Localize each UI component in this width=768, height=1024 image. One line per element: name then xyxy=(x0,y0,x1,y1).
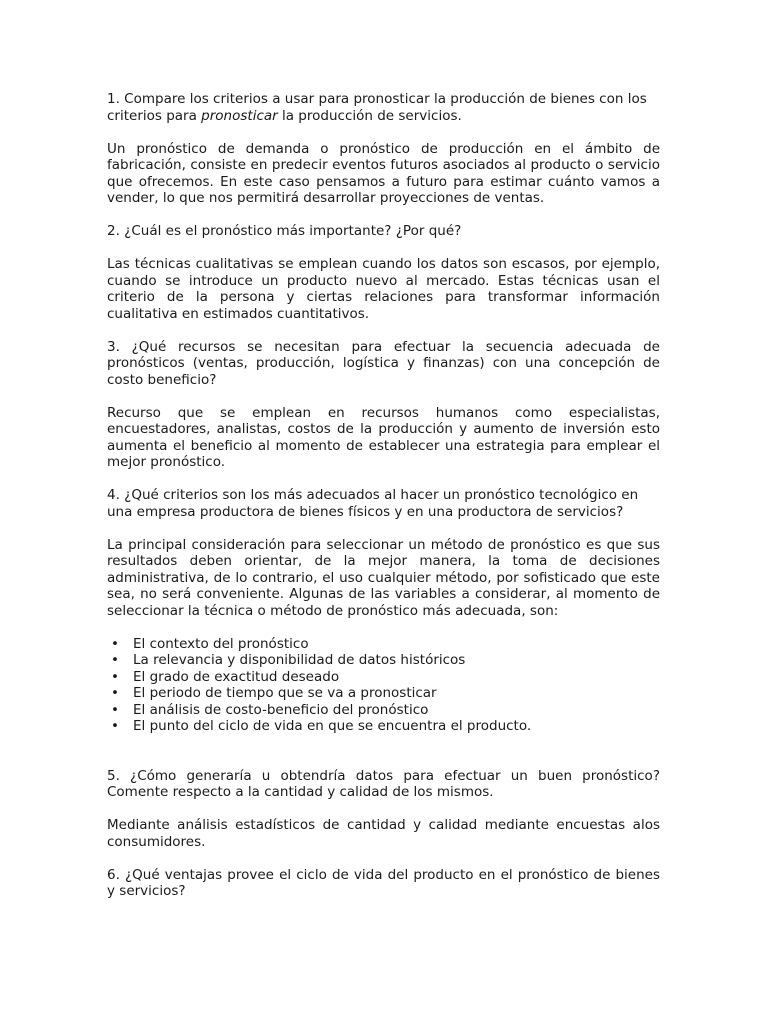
question-1-italic: pronosticar xyxy=(201,107,278,124)
list-item-text: El periodo de tiempo que se va a pronosticar xyxy=(133,685,437,701)
question-3: 3. ¿Qué recursos se necesitan para efectuar la secuencia adecuada de pronósticos (ventas, producción, logística y finanzas) con una concepción de costo beneficio? xyxy=(107,338,660,388)
list-item xyxy=(107,636,660,653)
bullet-icon: • xyxy=(111,685,119,701)
list-item-text: El contexto del pronóstico xyxy=(133,635,309,652)
blank-line xyxy=(107,751,660,768)
criteria-list xyxy=(107,636,660,735)
question-6-line-2: y servicios? xyxy=(107,883,186,899)
bullet-icon: • xyxy=(111,635,119,652)
list-item xyxy=(107,718,660,735)
question-2: 2. ¿Cuál es el pronóstico más importante? ¿Por qué? xyxy=(107,223,462,239)
question-1 xyxy=(107,91,660,124)
question-6 xyxy=(107,867,660,900)
question-5: 5. ¿Cómo generaría u obtendría datos para efectuar un buen pronóstico? Comente respecto a la cantidad y calidad de los mismos. xyxy=(107,767,660,800)
list-item-text: El punto del ciclo de vida en que se encuentra el producto. xyxy=(133,718,532,734)
list-item xyxy=(107,669,660,686)
list-item-text: La relevancia y disponibilidad de datos históricos xyxy=(133,652,466,668)
bullet-icon: • xyxy=(111,668,119,685)
bullet-icon: • xyxy=(111,701,119,718)
answer-4: La principal consideración para seleccionar un método de pronóstico es que sus resultados deben orientar, de la mejor manera, la toma de decisiones administrativa, de lo contrario, el uso cualquier método, por sofisticado que este sea, no será conveniente. Algunas de las variables a considerar, al momento de seleccionar la técnica o método de pronóstico más adecuada, son: xyxy=(107,536,660,619)
question-6-line-1: 6. ¿Qué ventajas provee el ciclo de vida del producto en el pronóstico de bienes xyxy=(107,866,660,883)
list-item-text: El análisis de costo-beneficio del pronóstico xyxy=(133,701,429,718)
question-4: 4. ¿Qué criterios son los más adecuados al hacer un pronóstico tecnológico en una empresa productora de bienes físicos y en una productora de servicios? xyxy=(107,487,639,520)
bullet-icon: • xyxy=(111,652,119,668)
list-item xyxy=(107,702,660,719)
question-1-text: 1. Compare los criterios a usar para pronosticar la producción de bienes con los criterios para xyxy=(107,91,647,124)
answer-5: Mediante análisis estadísticos de cantidad y calidad mediante encuestas alos consumidores. xyxy=(107,817,660,850)
answer-2: Las técnicas cualitativas se emplean cuando los datos son escasos, por ejemplo, cuando se introduce un producto nuevo al mercado. Estas técnicas usan el criterio de la persona y ciertas relaciones para transformar información cualitativa en estimados cuantitativos. xyxy=(107,256,660,322)
answer-1: Un pronóstico de demanda o pronóstico de producción en el ámbito de fabricación, consiste en predecir eventos futuros asociados al producto o servicio que ofrecemos. En este caso pensamos a futuro para estimar cuánto vamos a vender, lo que nos permitirá desarrollar proyecciones de ventas. xyxy=(107,140,660,206)
list-item-text: El grado de exactitud deseado xyxy=(133,668,340,685)
answer-3: Recurso que se emplean en recursos humanos como especialistas, encuestadores, analistas, costos de la producción y aumento de inversión esto aumenta el beneficio al momento de establecer una estrategia para emplear el mejor pronóstico. xyxy=(107,404,660,470)
bullet-icon: • xyxy=(111,718,119,734)
question-1-text-end: la producción de servicios. xyxy=(277,107,462,124)
list-item xyxy=(107,652,660,669)
list-item xyxy=(107,685,660,702)
document-page xyxy=(107,91,660,916)
